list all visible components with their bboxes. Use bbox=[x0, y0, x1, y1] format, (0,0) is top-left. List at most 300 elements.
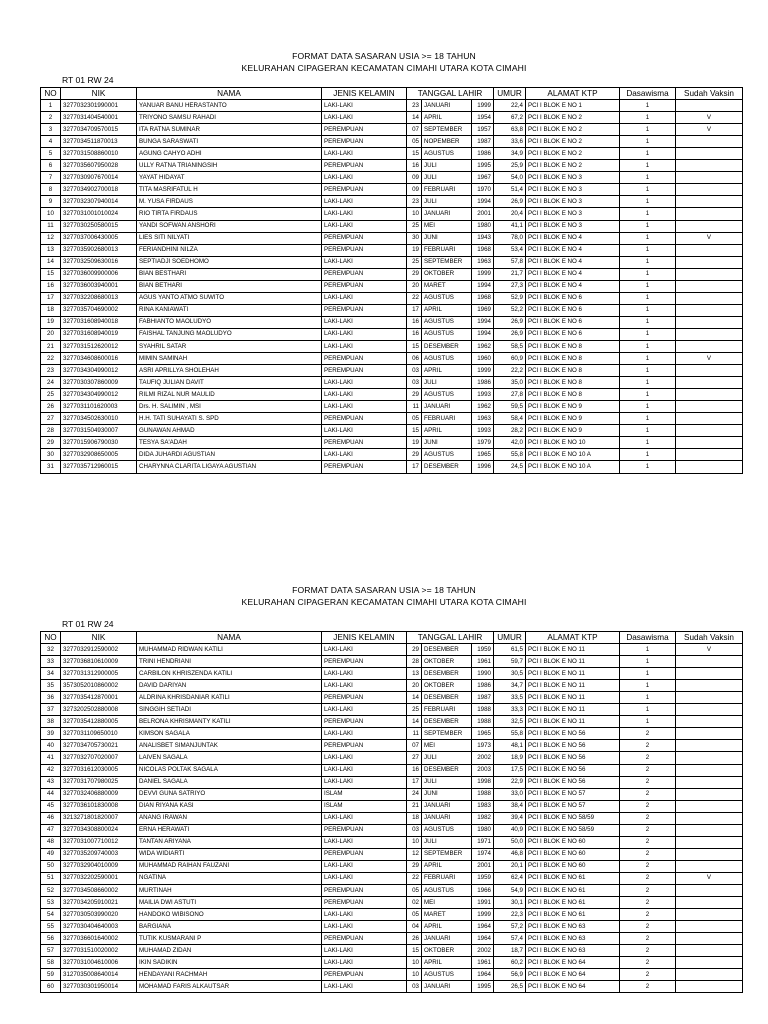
dasawisma-cell: 1 bbox=[620, 692, 676, 704]
nama-cell: AGUS YANTO ATMO SUWITO bbox=[137, 292, 322, 304]
dasawisma-cell: 1 bbox=[620, 461, 676, 473]
birth-year-cell: 1964 bbox=[472, 933, 494, 945]
birth-month-cell: JUNI bbox=[422, 232, 472, 244]
alamat-cell: PCI I BLOK E NO 1 bbox=[526, 100, 620, 112]
birth-year-cell: 1999 bbox=[472, 909, 494, 921]
jenis-kelamin-cell: LAKI-LAKI bbox=[322, 377, 407, 389]
birth-day-cell: 03 bbox=[407, 365, 422, 377]
table-row bbox=[41, 668, 743, 680]
alamat-cell: PCI I BLOK E NO 11 bbox=[526, 668, 620, 680]
dasawisma-cell: 1 bbox=[620, 280, 676, 292]
birth-month-cell: MEI bbox=[422, 220, 472, 232]
nama-cell: RIO TIRTA FIRDAUS bbox=[137, 208, 322, 220]
vaksin-cell bbox=[676, 449, 743, 461]
vaksin-cell bbox=[676, 268, 743, 280]
umur-cell: 26,9 bbox=[494, 328, 526, 340]
nama-cell: Drs. H. SALIMIN , MSI bbox=[137, 401, 322, 413]
row-no: 15 bbox=[41, 268, 61, 280]
nik-cell: 3277032904010009 bbox=[61, 860, 137, 872]
birth-month-cell: AGUSTUS bbox=[422, 824, 472, 836]
jenis-kelamin-cell: ISLAM bbox=[322, 788, 407, 800]
vaksin-cell bbox=[676, 340, 743, 352]
birth-year-cell: 1993 bbox=[472, 389, 494, 401]
col-header-vaksin: Sudah Vaksin bbox=[676, 88, 743, 100]
vaksin-cell bbox=[676, 969, 743, 981]
nama-cell: FAISHAL TANJUNG MAOLUDYO bbox=[137, 328, 322, 340]
row-no: 6 bbox=[41, 160, 61, 172]
nama-cell: TRINI HENDRIANI bbox=[137, 656, 322, 668]
nama-cell: AGUNG CAHYO ADHI bbox=[137, 148, 322, 160]
row-no: 45 bbox=[41, 800, 61, 812]
nama-cell: SINGGIH SETIADI bbox=[137, 704, 322, 716]
birth-month-cell: FEBRUARI bbox=[422, 413, 472, 425]
birth-day-cell: 19 bbox=[407, 437, 422, 449]
umur-cell: 50,0 bbox=[494, 836, 526, 848]
vaksin-cell bbox=[676, 461, 743, 473]
nik-cell: 3277032301990001 bbox=[61, 100, 137, 112]
nik-cell: 3277031404540001 bbox=[61, 112, 137, 124]
alamat-cell: PCI I BLOK E NO 61 bbox=[526, 872, 620, 884]
umur-cell: 57,2 bbox=[494, 921, 526, 933]
nik-cell: 3277032202590001 bbox=[61, 872, 137, 884]
table-row bbox=[41, 945, 743, 957]
table-row bbox=[41, 328, 743, 340]
col-header-dasawisma: Dasawisma bbox=[620, 88, 676, 100]
birth-year-cell: 1965 bbox=[472, 449, 494, 461]
vaksin-cell bbox=[676, 897, 743, 909]
col-header-jenis-kelamin: JENIS KELAMIN bbox=[322, 88, 407, 100]
jenis-kelamin-cell: LAKI-LAKI bbox=[322, 425, 407, 437]
birth-day-cell: 07 bbox=[407, 124, 422, 136]
table-row bbox=[41, 244, 743, 256]
umur-cell: 34,9 bbox=[494, 148, 526, 160]
alamat-cell: PCI I BLOK E NO 57 bbox=[526, 800, 620, 812]
birth-day-cell: 24 bbox=[407, 788, 422, 800]
jenis-kelamin-cell: LAKI-LAKI bbox=[322, 872, 407, 884]
birth-month-cell: JANUARI bbox=[422, 100, 472, 112]
alamat-cell: PCI I BLOK E NO 63 bbox=[526, 945, 620, 957]
table-row bbox=[41, 692, 743, 704]
birth-day-cell: 12 bbox=[407, 848, 422, 860]
nama-cell: TITA MASRIFATUL H bbox=[137, 184, 322, 196]
birth-day-cell: 17 bbox=[407, 776, 422, 788]
vaksin-cell bbox=[676, 136, 743, 148]
nik-cell: 3277031007710012 bbox=[61, 836, 137, 848]
dasawisma-cell: 2 bbox=[620, 969, 676, 981]
vaksin-cell: V bbox=[676, 644, 743, 656]
umur-cell: 26,5 bbox=[494, 981, 526, 993]
birth-year-cell: 1967 bbox=[472, 172, 494, 184]
jenis-kelamin-cell: PEREMPUAN bbox=[322, 933, 407, 945]
jenis-kelamin-cell: LAKI-LAKI bbox=[322, 860, 407, 872]
jenis-kelamin-cell: PEREMPUAN bbox=[322, 884, 407, 896]
row-no: 4 bbox=[41, 136, 61, 148]
section-title-line2: KELURAHAN CIPAGERAN KECAMATAN CIMAHI UTARA KOTA CIMAHI bbox=[241, 597, 527, 607]
nik-cell: 3277036601640002 bbox=[61, 933, 137, 945]
row-no: 3 bbox=[41, 124, 61, 136]
dasawisma-cell: 1 bbox=[620, 365, 676, 377]
birth-day-cell: 05 bbox=[407, 909, 422, 921]
jenis-kelamin-cell: PEREMPUAN bbox=[322, 136, 407, 148]
birth-month-cell: JANUARI bbox=[422, 812, 472, 824]
nama-cell: H.H. TATI SUHAYATI S. SPD bbox=[137, 413, 322, 425]
alamat-cell: PCI I BLOK E NO 6 bbox=[526, 304, 620, 316]
jenis-kelamin-cell: LAKI-LAKI bbox=[322, 208, 407, 220]
row-no: 5 bbox=[41, 148, 61, 160]
alamat-cell: PCI I BLOK E NO 6 bbox=[526, 292, 620, 304]
jenis-kelamin-cell: LAKI-LAKI bbox=[322, 836, 407, 848]
row-no: 9 bbox=[41, 196, 61, 208]
vaksin-cell bbox=[676, 100, 743, 112]
row-no: 28 bbox=[41, 425, 61, 437]
birth-year-cell: 1963 bbox=[472, 256, 494, 268]
birth-year-cell: 1964 bbox=[472, 921, 494, 933]
nik-cell: 3277035712960015 bbox=[61, 461, 137, 473]
table-row bbox=[41, 413, 743, 425]
birth-year-cell: 1959 bbox=[472, 872, 494, 884]
row-no: 23 bbox=[41, 365, 61, 377]
vaksin-cell bbox=[676, 280, 743, 292]
alamat-cell: PCI I BLOK E NO 11 bbox=[526, 656, 620, 668]
alamat-cell: PCI I BLOK E NO 64 bbox=[526, 981, 620, 993]
alamat-cell: PCI I BLOK E NO 3 bbox=[526, 196, 620, 208]
dasawisma-cell: 2 bbox=[620, 824, 676, 836]
birth-day-cell: 03 bbox=[407, 981, 422, 993]
birth-month-cell: AGUSTUS bbox=[422, 328, 472, 340]
nama-cell: KIMSON SAGALA bbox=[137, 728, 322, 740]
table-row bbox=[41, 656, 743, 668]
birth-day-cell: 15 bbox=[407, 425, 422, 437]
umur-cell: 28,2 bbox=[494, 425, 526, 437]
row-no: 29 bbox=[41, 437, 61, 449]
birth-month-cell: JANUARI bbox=[422, 981, 472, 993]
table-row bbox=[41, 304, 743, 316]
birth-year-cell: 1980 bbox=[472, 220, 494, 232]
birth-year-cell: 2001 bbox=[472, 208, 494, 220]
row-no: 48 bbox=[41, 836, 61, 848]
vaksin-cell bbox=[676, 692, 743, 704]
alamat-cell: PCI I BLOK E NO 56 bbox=[526, 764, 620, 776]
birth-day-cell: 20 bbox=[407, 680, 422, 692]
birth-day-cell: 05 bbox=[407, 413, 422, 425]
birth-year-cell: 1979 bbox=[472, 437, 494, 449]
jenis-kelamin-cell: PEREMPUAN bbox=[322, 304, 407, 316]
alamat-cell: PCI I BLOK E NO 8 bbox=[526, 365, 620, 377]
dasawisma-cell: 1 bbox=[620, 353, 676, 365]
birth-month-cell: MEI bbox=[422, 897, 472, 909]
vaksin-cell bbox=[676, 425, 743, 437]
table-row bbox=[41, 256, 743, 268]
birth-year-cell: 2002 bbox=[472, 945, 494, 957]
row-no: 26 bbox=[41, 401, 61, 413]
alamat-cell: PCI I BLOK E NO 6 bbox=[526, 328, 620, 340]
jenis-kelamin-cell: LAKI-LAKI bbox=[322, 704, 407, 716]
row-no: 57 bbox=[41, 945, 61, 957]
birth-month-cell: JUNI bbox=[422, 437, 472, 449]
table-row bbox=[41, 353, 743, 365]
table-row bbox=[41, 860, 743, 872]
nama-cell: LIES SITI NILYATI bbox=[137, 232, 322, 244]
birth-month-cell: DESEMBER bbox=[422, 644, 472, 656]
row-no: 37 bbox=[41, 704, 61, 716]
birth-month-cell: APRIL bbox=[422, 921, 472, 933]
birth-year-cell: 1999 bbox=[472, 100, 494, 112]
birth-day-cell: 10 bbox=[407, 957, 422, 969]
umur-cell: 32,5 bbox=[494, 716, 526, 728]
birth-year-cell: 1968 bbox=[472, 292, 494, 304]
row-no: 39 bbox=[41, 728, 61, 740]
dasawisma-cell: 1 bbox=[620, 340, 676, 352]
alamat-cell: PCI I BLOK E NO 10 A bbox=[526, 461, 620, 473]
row-no: 56 bbox=[41, 933, 61, 945]
nama-cell: MUHAMAD ZIDAN bbox=[137, 945, 322, 957]
nik-cell: 3277034508660002 bbox=[61, 884, 137, 896]
birth-day-cell: 23 bbox=[407, 196, 422, 208]
nik-cell: 3277031508860010 bbox=[61, 148, 137, 160]
row-no: 11 bbox=[41, 220, 61, 232]
birth-year-cell: 2003 bbox=[472, 764, 494, 776]
nik-cell: 3277034308800024 bbox=[61, 824, 137, 836]
dasawisma-cell: 2 bbox=[620, 860, 676, 872]
birth-day-cell: 29 bbox=[407, 644, 422, 656]
nik-cell: 3277031504930007 bbox=[61, 425, 137, 437]
table-row bbox=[41, 752, 743, 764]
birth-month-cell: DESEMBER bbox=[422, 461, 472, 473]
birth-day-cell: 05 bbox=[407, 136, 422, 148]
alamat-cell: PCI I BLOK E NO 3 bbox=[526, 220, 620, 232]
umur-cell: 39,4 bbox=[494, 812, 526, 824]
nik-cell: 3277035704690002 bbox=[61, 304, 137, 316]
birth-month-cell: FEBRUARI bbox=[422, 244, 472, 256]
umur-cell: 25,9 bbox=[494, 160, 526, 172]
nama-cell: DIAN RIYANA KASI bbox=[137, 800, 322, 812]
alamat-cell: PCI I BLOK E NO 8 bbox=[526, 389, 620, 401]
vaksin-cell: V bbox=[676, 232, 743, 244]
birth-month-cell: JUNI bbox=[422, 788, 472, 800]
jenis-kelamin-cell: LAKI-LAKI bbox=[322, 957, 407, 969]
nik-cell: 3277036003940001 bbox=[61, 280, 137, 292]
umur-cell: 38,4 bbox=[494, 800, 526, 812]
birth-month-cell: SEPTEMBER bbox=[422, 848, 472, 860]
birth-month-cell: APRIL bbox=[422, 860, 472, 872]
umur-cell: 18,9 bbox=[494, 752, 526, 764]
jenis-kelamin-cell: LAKI-LAKI bbox=[322, 196, 407, 208]
col-header-tanggal-lahir: TANGGAL LAHIR bbox=[407, 632, 494, 644]
vaksin-cell bbox=[676, 788, 743, 800]
birth-year-cell: 1968 bbox=[472, 244, 494, 256]
birth-day-cell: 10 bbox=[407, 969, 422, 981]
col-header-umur: UMUR bbox=[494, 88, 526, 100]
alamat-cell: PCI I BLOK E NO 63 bbox=[526, 921, 620, 933]
alamat-cell: PCI I BLOK E NO 56 bbox=[526, 728, 620, 740]
jenis-kelamin-cell: LAKI-LAKI bbox=[322, 680, 407, 692]
nama-cell: HANDOKO WIBISONO bbox=[137, 909, 322, 921]
row-no: 17 bbox=[41, 292, 61, 304]
nik-cell: 3277032908650005 bbox=[61, 449, 137, 461]
birth-month-cell: JULI bbox=[422, 377, 472, 389]
jenis-kelamin-cell: PEREMPUAN bbox=[322, 656, 407, 668]
nama-cell: SEPTIADJI SOEDHOMO bbox=[137, 256, 322, 268]
birth-month-cell: JULI bbox=[422, 196, 472, 208]
nik-cell: 3277034304990012 bbox=[61, 365, 137, 377]
vaksin-cell bbox=[676, 401, 743, 413]
row-no: 32 bbox=[41, 644, 61, 656]
birth-month-cell: AGUSTUS bbox=[422, 389, 472, 401]
umur-cell: 63,8 bbox=[494, 124, 526, 136]
jenis-kelamin-cell: LAKI-LAKI bbox=[322, 148, 407, 160]
table-row bbox=[41, 449, 743, 461]
table-row bbox=[41, 800, 743, 812]
birth-year-cell: 2002 bbox=[472, 752, 494, 764]
nik-cell: 3277034205910021 bbox=[61, 897, 137, 909]
data-section-2 bbox=[0, 584, 768, 990]
data-table-2 bbox=[40, 631, 743, 993]
nama-cell: MOHAMAD FARIS ALKAUTSAR bbox=[137, 981, 322, 993]
alamat-cell: PCI I BLOK E NO 11 bbox=[526, 680, 620, 692]
dasawisma-cell: 1 bbox=[620, 220, 676, 232]
birth-month-cell: AGUSTUS bbox=[422, 292, 472, 304]
birth-month-cell: AGUSTUS bbox=[422, 353, 472, 365]
umur-cell: 20,4 bbox=[494, 208, 526, 220]
table-row bbox=[41, 112, 743, 124]
umur-cell: 33,3 bbox=[494, 704, 526, 716]
birth-year-cell: 1962 bbox=[472, 401, 494, 413]
table-row bbox=[41, 680, 743, 692]
vaksin-cell bbox=[676, 836, 743, 848]
alamat-cell: PCI I BLOK E NO 61 bbox=[526, 897, 620, 909]
birth-year-cell: 1969 bbox=[472, 304, 494, 316]
birth-year-cell: 1988 bbox=[472, 788, 494, 800]
dasawisma-cell: 1 bbox=[620, 136, 676, 148]
birth-month-cell: AGUSTUS bbox=[422, 969, 472, 981]
birth-day-cell: 16 bbox=[407, 764, 422, 776]
birth-month-cell: DESEMBER bbox=[422, 692, 472, 704]
table-row bbox=[41, 268, 743, 280]
dasawisma-cell: 1 bbox=[620, 668, 676, 680]
nik-cell: 3277035209740003 bbox=[61, 848, 137, 860]
nama-cell: TUTIK KUSMARANI P bbox=[137, 933, 322, 945]
dasawisma-cell: 2 bbox=[620, 764, 676, 776]
nama-cell: WIDA WIDIARTI bbox=[137, 848, 322, 860]
dasawisma-cell: 2 bbox=[620, 740, 676, 752]
col-header-nama: NAMA bbox=[137, 88, 322, 100]
row-no: 36 bbox=[41, 692, 61, 704]
row-no: 7 bbox=[41, 172, 61, 184]
section-title-line1: FORMAT DATA SASARAN USIA >= 18 TAHUN bbox=[292, 51, 476, 61]
birth-month-cell: MARET bbox=[422, 280, 472, 292]
nama-cell: LAIVEN SAGALA bbox=[137, 752, 322, 764]
nik-cell: 3277034902700018 bbox=[61, 184, 137, 196]
dasawisma-cell: 1 bbox=[620, 292, 676, 304]
umur-cell: 26,9 bbox=[494, 196, 526, 208]
umur-cell: 61,5 bbox=[494, 644, 526, 656]
nik-cell: 3277034705730021 bbox=[61, 740, 137, 752]
umur-cell: 22,4 bbox=[494, 100, 526, 112]
dasawisma-cell: 1 bbox=[620, 268, 676, 280]
table-row bbox=[41, 969, 743, 981]
birth-day-cell: 07 bbox=[407, 740, 422, 752]
dasawisma-cell: 1 bbox=[620, 256, 676, 268]
vaksin-cell bbox=[676, 377, 743, 389]
dasawisma-cell: 2 bbox=[620, 909, 676, 921]
dasawisma-cell: 1 bbox=[620, 196, 676, 208]
vaksin-cell bbox=[676, 365, 743, 377]
table-row bbox=[41, 377, 743, 389]
alamat-cell: PCI I BLOK E NO 64 bbox=[526, 969, 620, 981]
table-row bbox=[41, 933, 743, 945]
birth-day-cell: 20 bbox=[407, 280, 422, 292]
birth-year-cell: 1960 bbox=[472, 353, 494, 365]
alamat-cell: PCI I BLOK E NO 10 A bbox=[526, 449, 620, 461]
birth-month-cell: JULI bbox=[422, 752, 472, 764]
nama-cell: BELRONA KHRISMANTY KATILI bbox=[137, 716, 322, 728]
alamat-cell: PCI I BLOK E NO 63 bbox=[526, 933, 620, 945]
dasawisma-cell: 1 bbox=[620, 680, 676, 692]
table-row bbox=[41, 728, 743, 740]
alamat-cell: PCI I BLOK E NO 3 bbox=[526, 208, 620, 220]
col-header-vaksin: Sudah Vaksin bbox=[676, 632, 743, 644]
nik-cell: 3277036101830008 bbox=[61, 800, 137, 812]
umur-cell: 26,9 bbox=[494, 316, 526, 328]
nik-cell: 3277035412870001 bbox=[61, 692, 137, 704]
birth-year-cell: 1986 bbox=[472, 377, 494, 389]
dasawisma-cell: 2 bbox=[620, 957, 676, 969]
dasawisma-cell: 2 bbox=[620, 884, 676, 896]
jenis-kelamin-cell: LAKI-LAKI bbox=[322, 776, 407, 788]
jenis-kelamin-cell: PEREMPUAN bbox=[322, 244, 407, 256]
birth-month-cell: OKTOBER bbox=[422, 680, 472, 692]
dasawisma-cell: 1 bbox=[620, 304, 676, 316]
jenis-kelamin-cell: LAKI-LAKI bbox=[322, 220, 407, 232]
dasawisma-cell: 1 bbox=[620, 172, 676, 184]
row-no: 40 bbox=[41, 740, 61, 752]
table-row bbox=[41, 316, 743, 328]
vaksin-cell bbox=[676, 160, 743, 172]
alamat-cell: PCI I BLOK E NO 61 bbox=[526, 909, 620, 921]
alamat-cell: PCI I BLOK E NO 2 bbox=[526, 112, 620, 124]
table-row bbox=[41, 704, 743, 716]
dasawisma-cell: 1 bbox=[620, 644, 676, 656]
dasawisma-cell: 1 bbox=[620, 328, 676, 340]
nik-cell: 3277036009900006 bbox=[61, 268, 137, 280]
table-row bbox=[41, 437, 743, 449]
umur-cell: 24,5 bbox=[494, 461, 526, 473]
birth-day-cell: 02 bbox=[407, 897, 422, 909]
umur-cell: 33,5 bbox=[494, 692, 526, 704]
birth-year-cell: 1963 bbox=[472, 413, 494, 425]
birth-year-cell: 1973 bbox=[472, 740, 494, 752]
umur-cell: 54,0 bbox=[494, 172, 526, 184]
birth-month-cell: APRIL bbox=[422, 425, 472, 437]
umur-cell: 40,9 bbox=[494, 824, 526, 836]
jenis-kelamin-cell: PEREMPUAN bbox=[322, 740, 407, 752]
vaksin-cell bbox=[676, 716, 743, 728]
jenis-kelamin-cell: LAKI-LAKI bbox=[322, 316, 407, 328]
nama-cell: MIMIN SAMINAH bbox=[137, 353, 322, 365]
jenis-kelamin-cell: LAKI-LAKI bbox=[322, 401, 407, 413]
table-row bbox=[41, 389, 743, 401]
table-row bbox=[41, 812, 743, 824]
dasawisma-cell: 2 bbox=[620, 812, 676, 824]
birth-year-cell: 1943 bbox=[472, 232, 494, 244]
nik-cell: 3127035008640014 bbox=[61, 969, 137, 981]
alamat-cell: PCI I BLOK E NO 11 bbox=[526, 704, 620, 716]
umur-cell: 53,4 bbox=[494, 244, 526, 256]
col-header-nik: NIK bbox=[61, 88, 137, 100]
birth-day-cell: 05 bbox=[407, 884, 422, 896]
col-header-jenis-kelamin: JENIS KELAMIN bbox=[322, 632, 407, 644]
birth-month-cell: JANUARI bbox=[422, 208, 472, 220]
